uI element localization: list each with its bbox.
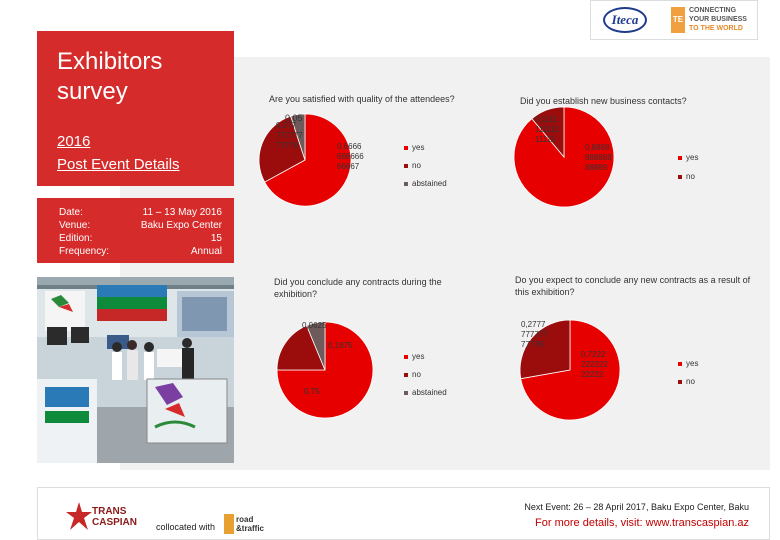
page-subtitle: Post Event Details	[57, 156, 180, 173]
chart-3-label-no: 0,1875	[328, 341, 353, 350]
chart-1-legend-no	[404, 161, 421, 170]
legend-swatch	[678, 380, 682, 384]
legend-swatch	[404, 373, 408, 377]
detail-row-frequency	[59, 246, 222, 259]
detail-value: 15	[210, 233, 222, 244]
chart-2-legend-yes	[678, 153, 698, 162]
chart-4-label-no: 0,2777 777777 77778	[521, 320, 548, 349]
detail-row-edition	[59, 233, 222, 246]
chart-1-label-no: 0,277 777777 77778	[276, 121, 303, 150]
legend-swatch	[404, 146, 408, 150]
detail-label: Venue:	[59, 220, 91, 231]
detail-value: 11 – 13 May 2016	[142, 207, 222, 218]
chart-3-legend-abstained	[404, 388, 447, 397]
legend-swatch	[678, 156, 682, 160]
legend-label: no	[686, 377, 695, 386]
title-box	[37, 31, 234, 186]
chart-1-label-abstained: 0,05	[285, 113, 303, 123]
legend-label: no	[412, 161, 421, 170]
detail-row-date	[59, 207, 222, 220]
collocated-text: collocated with	[156, 522, 216, 532]
legend-label: no	[686, 172, 695, 181]
legend-label: yes	[686, 359, 699, 368]
detail-value: Baku Expo Center	[140, 220, 222, 231]
legend-label: yes	[412, 352, 425, 361]
page-title: Exhibitors survey	[57, 48, 163, 105]
chart-2-label-no: 0,1111 111111 11111	[535, 115, 559, 144]
road-traffic-line: &traffic	[236, 524, 265, 533]
legend-swatch	[678, 362, 682, 366]
chart-2-legend-no	[678, 172, 695, 181]
chart-1-label-yes: 0,6666 666666 66667	[337, 142, 364, 171]
chart-4-title: Do you expect to conclude any new contracts as a result of this exhibition?	[515, 275, 751, 297]
detail-value: Annual	[190, 246, 222, 257]
chart-4-legend-yes	[678, 359, 698, 368]
chart-2-label-yes: 0,8888 888888 88889	[585, 143, 612, 172]
te-slogan	[689, 6, 747, 33]
chart-3-pie	[245, 300, 405, 420]
detail-label: Frequency:	[59, 246, 110, 257]
next-event-text: Next Event: 26 – 28 April 2017, Baku Expo Center, Baku	[524, 502, 749, 512]
chart-4-legend-no	[678, 377, 695, 386]
chart-3-legend-yes	[404, 352, 424, 361]
detail-label: Date:	[59, 207, 83, 218]
chart-3-label-abstained: 0,0625	[302, 321, 327, 330]
legend-label: yes	[686, 153, 699, 162]
exhibition-photo-illustration	[37, 277, 234, 463]
event-year: 2016	[57, 133, 91, 150]
transcaspian-logo	[64, 498, 144, 534]
legend-swatch	[404, 391, 408, 395]
chart-2-title: Did you establish new business contacts?	[520, 96, 687, 106]
road-traffic-text	[236, 515, 264, 533]
te-logo-mark: TE	[671, 7, 685, 33]
te-slogan-line: TO THE WORLD	[689, 25, 743, 32]
legend-label: yes	[412, 143, 425, 152]
footer	[37, 487, 770, 540]
detail-label: Edition:	[59, 233, 93, 244]
chart-1-title: Are you satisfied with quality of the attendees?	[269, 94, 455, 104]
event-details	[37, 198, 234, 263]
website-link[interactable]: For more details, visit: www.transcaspian.az	[535, 517, 749, 529]
road-traffic-line: road	[236, 515, 254, 524]
legend-label: abstained	[412, 388, 447, 397]
legend-swatch	[678, 175, 682, 179]
legend-swatch	[404, 182, 408, 186]
road-traffic-logo	[224, 514, 272, 534]
te-slogan-line: YOUR BUSINESS	[689, 16, 747, 23]
exhibition-photo	[37, 277, 234, 463]
te-slogan-line: CONNECTING	[689, 7, 737, 14]
chart-3-title: Did you conclude any contracts during the exhibition?	[274, 277, 442, 299]
legend-label: abstained	[412, 179, 447, 188]
chart-1-legend-yes	[404, 143, 424, 152]
organizer-logo	[590, 0, 758, 40]
detail-row-venue	[59, 220, 222, 233]
chart-4-pie	[485, 300, 655, 420]
legend-swatch	[404, 355, 408, 359]
chart-4-label-yes: 0,7222 222222 22222	[581, 350, 608, 379]
transcaspian-star-icon	[66, 502, 92, 530]
legend-swatch	[404, 164, 408, 168]
chart-3-label-yes: 0,75	[304, 387, 320, 396]
chart-1-legend-abstained	[404, 179, 447, 188]
road-traffic-mark	[224, 514, 234, 534]
transcaspian-logo-line: CASPIAN	[92, 517, 138, 528]
legend-label: no	[412, 370, 421, 379]
chart-3-legend-no	[404, 370, 421, 379]
iteca-logo: Iteca	[603, 7, 647, 33]
transcaspian-logo-line: TRANS	[92, 506, 127, 517]
